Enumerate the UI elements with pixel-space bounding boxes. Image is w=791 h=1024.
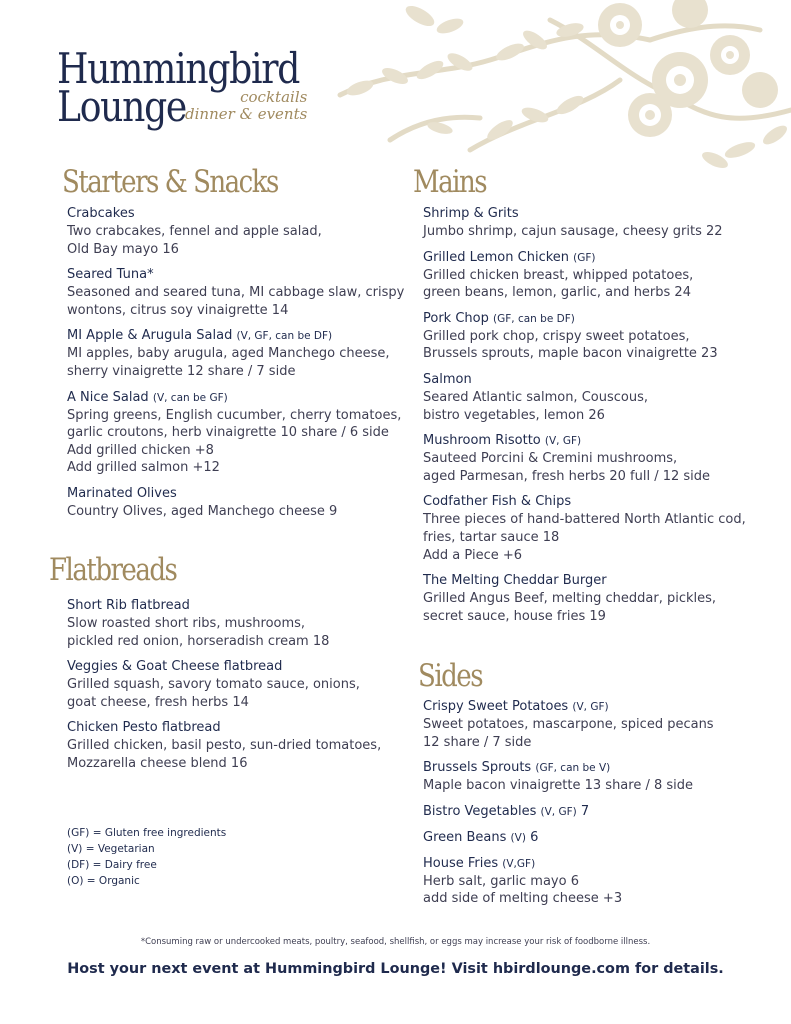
logo-tagline-line1: cocktails	[240, 88, 308, 106]
logo	[57, 44, 338, 131]
menu-item-description: garlic croutons, herb vinaigrette 10 share / 6 side	[67, 425, 389, 441]
menu-item-description: bistro vegetables, lemon 26	[423, 407, 605, 423]
menu-item-header	[67, 597, 397, 615]
starters-list	[67, 205, 405, 529]
health-disclaimer: *Consuming raw or undercooked meats, poultry, seafood, shellfish, or eggs may increase your risk of foodborne illness.	[140, 937, 651, 947]
menu-item-price: 6	[530, 829, 539, 845]
menu-item	[67, 327, 397, 380]
menu-item-description: Maple bacon vinaigrette 13 share / 8 side	[423, 778, 694, 794]
menu-item-description: aged Parmesan, fresh herbs 20 full / 12 side	[423, 468, 711, 484]
menu-item-description: Spring greens, English cucumber, cherry tomatoes,	[67, 407, 402, 423]
menu-item-name: Shrimp & Grits	[423, 206, 519, 221]
menu-item-dietary-note: (V, GF)	[572, 701, 609, 713]
menu-item	[67, 485, 397, 521]
menu-item	[67, 719, 397, 772]
menu-item-description: add side of melting cheese +3	[423, 891, 623, 907]
menu-item	[67, 389, 402, 477]
menu-item-header	[423, 249, 753, 267]
floral-decoration	[320, 0, 791, 175]
logo-tagline-line2: dinner & events	[185, 105, 308, 123]
logo-name-line2: Lounge	[57, 82, 187, 131]
menu-item-name: Bistro Vegetables	[423, 803, 537, 819]
menu-item-description: green beans, lemon, garlic, and herbs 24	[423, 285, 691, 301]
menu-item-dietary-note: (V, can be GF)	[152, 391, 228, 404]
mains-list	[423, 205, 753, 633]
menu-item-description: Seasoned and seared tuna, MI cabbage slaw, crispy	[67, 285, 405, 301]
menu-item	[423, 759, 753, 795]
menu-item	[423, 371, 753, 424]
menu-item-header	[423, 432, 753, 450]
section-title-mains: Mains	[413, 164, 487, 200]
menu-item-header	[423, 855, 753, 873]
menu-item-description: secret sauce, house fries 19	[423, 608, 606, 624]
menu-item-description: Grilled chicken breast, whipped potatoes,	[423, 267, 694, 283]
menu-item-dietary-note: (V)	[510, 831, 526, 844]
menu-item-description: Two crabcakes, fennel and apple salad,	[67, 224, 322, 239]
menu-item-description: fries, tartar sauce 18	[423, 529, 560, 545]
menu-item-header	[67, 205, 397, 223]
menu-item-name: Salmon	[423, 371, 472, 387]
menu-item-dietary-note: (V, GF, can be DF)	[236, 330, 333, 343]
menu-item-description: sherry vinaigrette 12 share / 7 side	[67, 363, 296, 379]
menu-item-header	[423, 205, 753, 223]
menu-item-name: Chicken Pesto flatbread	[67, 720, 221, 736]
menu-item	[67, 658, 397, 711]
menu-item-description: Three pieces of hand-battered North Atlantic cod,	[423, 512, 746, 528]
menu-item-name: Brussels Sprouts	[423, 760, 532, 776]
menu-item-dietary-note: (V, GF)	[540, 805, 577, 818]
menu-item-header	[423, 572, 753, 590]
menu-item-name: Pork Chop	[423, 310, 489, 326]
menu-item-name: Codfather Fish & Chips	[423, 494, 572, 510]
menu-item-description: MI apples, baby arugula, aged Manchego cheese,	[67, 346, 390, 362]
menu-item-description: Grilled pork chop, crispy sweet potatoes,	[423, 328, 690, 344]
menu-item	[423, 249, 753, 302]
menu-item	[423, 803, 753, 821]
logo-row2	[57, 82, 338, 131]
menu-item-dietary-note: (V, GF)	[544, 435, 582, 448]
menu-item	[423, 855, 753, 908]
sides-list	[423, 698, 753, 916]
menu-item-description: Country Olives, aged Manchego cheese 9	[67, 503, 338, 519]
menu-item-header	[423, 493, 753, 511]
section-title-flatbreads: Flatbreads	[49, 552, 177, 588]
menu-item-description: Brussels sprouts, maple bacon vinaigrette 23	[423, 346, 718, 362]
menu-item-description: Add grilled salmon +12	[67, 460, 220, 476]
menu-item-description: Seared Atlantic salmon, Couscous,	[423, 389, 648, 405]
menu-item	[423, 205, 753, 241]
dietary-legend	[67, 825, 226, 889]
menu-item-description: Mozzarella cheese blend 16	[67, 755, 248, 771]
menu-item-name: Mushroom Risotto	[423, 433, 541, 449]
menu-item-description: Sweet potatoes, mascarpone, spiced pecans	[423, 717, 714, 732]
menu-item-name: Seared Tuna*	[67, 267, 154, 283]
menu-item-description: Slow roasted short ribs, mushrooms,	[67, 616, 306, 631]
menu-item-description: Grilled squash, savory tomato sauce, onions,	[67, 677, 360, 693]
menu-item-header	[67, 327, 397, 345]
menu-item-name: Green Beans	[423, 829, 507, 845]
menu-item-dietary-note: (V,GF)	[502, 857, 536, 870]
menu-item-name: Short Rib flatbread	[67, 598, 190, 613]
footer-promo: Host your next event at Hummingbird Lounge! Visit hbirdlounge.com for details.	[67, 961, 724, 977]
menu-item-description: goat cheese, fresh herbs 14	[67, 694, 249, 710]
menu-item-name: Marinated Olives	[67, 485, 177, 501]
legend-line: (O) = Organic	[67, 875, 140, 887]
menu-item-header	[67, 658, 397, 676]
menu-item	[423, 310, 753, 363]
menu-item-header	[423, 310, 753, 328]
legend-line: (V) = Vegetarian	[67, 843, 155, 855]
menu-item-name: Crispy Sweet Potatoes	[423, 699, 569, 714]
menu-item	[67, 266, 405, 319]
menu-item	[423, 572, 753, 625]
legend-line: (GF) = Gluten free ingredients	[67, 827, 227, 839]
menu-item-header	[423, 829, 753, 847]
menu-item-dietary-note: (GF, can be V)	[535, 762, 611, 775]
menu-item-name: Crabcakes	[67, 206, 135, 221]
menu-item-dietary-note: (GF, can be DF)	[493, 312, 575, 325]
menu-item-description: Add grilled chicken +8	[67, 442, 214, 458]
logo-tagline	[185, 89, 307, 123]
menu-item	[423, 493, 753, 564]
menu-item-name: The Melting Cheddar Burger	[423, 573, 607, 589]
menu-item-header	[423, 371, 753, 389]
menu-item-header	[67, 389, 397, 407]
section-title-sides: Sides	[418, 658, 483, 694]
menu-item	[67, 597, 397, 650]
menu-item-header	[67, 485, 397, 503]
menu-item-description: Add a Piece +6	[423, 547, 523, 563]
menu-item-description: Grilled Angus Beef, melting cheddar, pickles,	[423, 591, 717, 607]
menu-item-description: pickled red onion, horseradish cream 18	[67, 633, 330, 649]
menu-item	[423, 432, 753, 485]
menu-item-description: Grilled chicken, basil pesto, sun-dried tomatoes,	[67, 738, 382, 754]
menu-item-description: wontons, citrus soy vinaigrette 14	[67, 302, 289, 318]
section-title-starters: Starters & Snacks	[62, 164, 278, 200]
logo-name-line1: Hummingbird	[57, 44, 300, 93]
menu-item-name: MI Apple & Arugula Salad	[67, 328, 233, 344]
menu-item	[423, 698, 753, 751]
menu-item-price: 7	[580, 803, 590, 819]
menu-item-header	[423, 698, 753, 716]
menu-item-header	[67, 266, 397, 284]
legend-line: (DF) = Dairy free	[67, 859, 157, 871]
menu-item-description: Sauteed Porcini & Cremini mushrooms,	[423, 451, 678, 467]
menu-item	[423, 829, 753, 847]
menu-item-description: Jumbo shrimp, cajun sausage, cheesy grits 22	[423, 224, 723, 239]
menu-item-name: Veggies & Goat Cheese flatbread	[67, 659, 283, 675]
menu-item-description: 12 share / 7 side	[423, 734, 532, 750]
menu-item-header	[423, 803, 753, 821]
menu-item-description: Old Bay mayo 16	[67, 241, 179, 257]
menu-item-header	[67, 719, 397, 737]
flatbreads-list	[67, 597, 397, 781]
menu-item-name: A Nice Salad	[67, 389, 149, 405]
menu-item-dietary-note: (GF)	[573, 251, 596, 264]
menu-item-name: Grilled Lemon Chicken	[423, 249, 570, 265]
menu-item-header	[423, 759, 753, 777]
menu-item-name: House Fries	[423, 855, 499, 871]
menu-item-description: Herb salt, garlic mayo 6	[423, 873, 579, 889]
menu-item	[67, 205, 397, 258]
